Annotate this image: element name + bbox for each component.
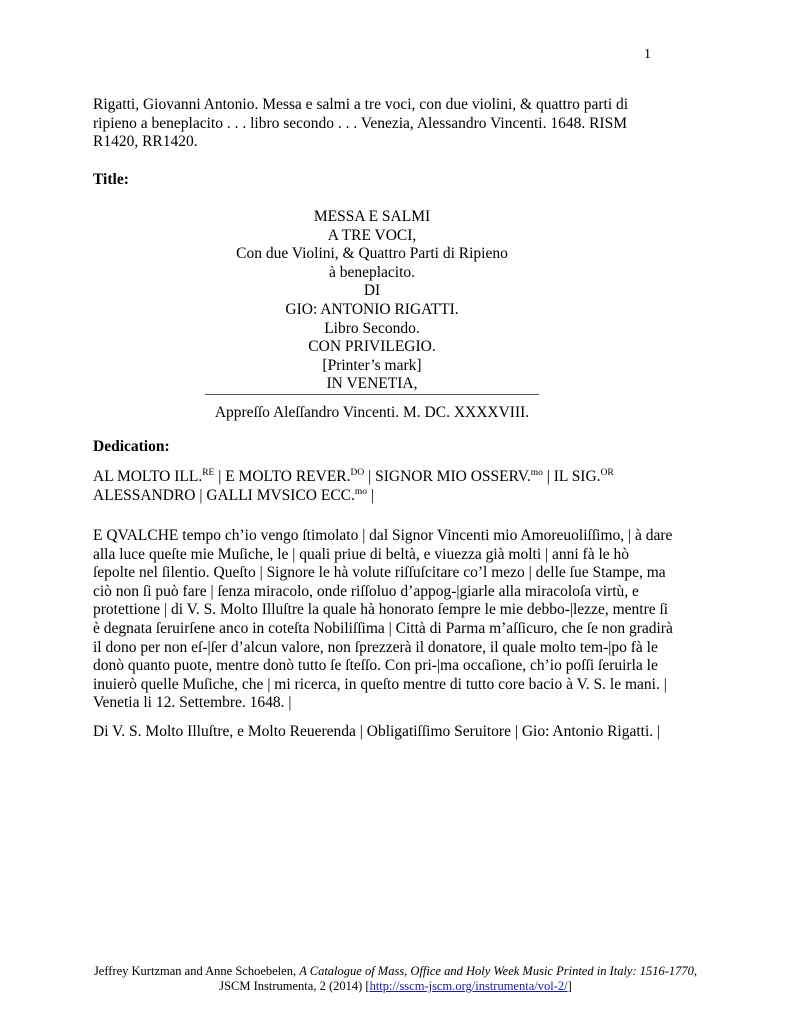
dedication-label: Dedication:	[93, 438, 170, 455]
title-line: à beneplacito.	[328, 263, 416, 281]
footer-work-title: A Catalogue of Mass, Office and Holy Week Music Printed in Italy: 1516-1770	[299, 964, 694, 978]
bibliographic-citation: Rigatti, Giovanni Antonio. Messa e salmi a tre voci, con due violini, & quattro parti di ripieno a beneplacito . . . libro secondo . . . Venezia, Alessandro Vincenti. 1648. RISM R1420, RR1420.	[93, 96, 629, 151]
heading-text: ALESSANDRO | GALLI MVSICO ECC.	[93, 486, 355, 504]
title-line: GIO: ANTONIO RIGATTI.	[285, 300, 459, 318]
dedication-heading	[93, 468, 673, 505]
title-line: [Printer’s mark]	[322, 356, 422, 374]
footer-close-bracket: ]	[567, 979, 572, 993]
heading-text: | E MOLTO REVER.	[214, 468, 351, 485]
heading-text: | SIGNOR MIO OSSERV.	[364, 468, 531, 485]
dedication-body: E QVALCHE tempo ch’io vengo ſtimolato | dal Signor Vincenti mio Amoreuoliſſimo, | à dare alla luce queſte mie Muſiche, le | quali priue di beltà, e viuezza già molti | anni fà le hò ſepolte nel ſilentio. Queſto | Signore le hà volute riſſuſcitare co’l mezo | delle ſue Stampe, ma ciò non ſi può fare | ſenza miracolo, onde riſſoluo d’appog-|giarle alla miracoloſa virtù, e protettione | di V. S. Molto Illuſtre la quale hà honorato ſempre le mie debbo-|lezze, mentre ſi è degnata ſeruirſene anco in coteſta Nobiliſſima | Città di Parma m’aſſicuro, che ſe non gradirà il dono per non eſ-|ſer d’alcun valore, non ſprezzerà il donatore, il quale molto tem-|po fà le donò quanto puote, mentre donò tutto ſe ſteſſo. Con pri-|ma occaſione, ch’io poſſi ſeruirla le inuierò quelle Muſiche, che | mi ricerca, in queſto mentre di tutto core bacio à V. S. le mani. | Venetia li 12. Settembre. 1648. |	[93, 527, 673, 712]
footer-authors: Jeffrey Kurtzman and Anne Schoebelen,	[93, 964, 300, 978]
heading-text: |	[367, 486, 375, 504]
title-line: A TRE VOCI,	[327, 226, 417, 244]
footer-series: , JSCM Instrumenta, 2 (2014) [	[219, 964, 698, 993]
title-line: MESSA E SALMI	[313, 208, 431, 225]
title-line: Con due Violini, & Quattro Parti di Ripieno	[236, 245, 508, 263]
dedication-signature: Di V. S. Molto Illuſtre, e Molto Reuerenda | Obligatiſſimo Seruitore | Gio: Antonio Rigatti. |	[93, 723, 661, 740]
title-line: IN VENETIA,	[326, 375, 418, 393]
page-number: 1	[644, 47, 651, 62]
horizontal-rule	[205, 394, 539, 395]
imprint-line: Appreſſo Aleſſandro Vincenti. M. DC. XXXXVIII.	[214, 404, 530, 421]
page-footer	[85, 964, 706, 994]
footer-link[interactable]: http://sscm-jscm.org/instrumenta/vol-2/	[369, 979, 568, 993]
superscript: mo	[354, 486, 368, 497]
title-label: Title:	[93, 171, 129, 188]
superscript: mo	[530, 468, 543, 478]
title-line: Libro Secondo.	[324, 319, 420, 337]
title-page-transcription	[200, 208, 544, 394]
heading-text: | IL SIG.	[542, 468, 601, 485]
heading-text: AL MOLTO ILL.	[93, 468, 203, 485]
title-line: DI	[363, 282, 381, 300]
superscript: RE	[202, 468, 215, 478]
title-line: CON PRIVILEGIO.	[308, 338, 436, 356]
superscript: DO	[350, 468, 365, 478]
superscript: OR	[600, 468, 614, 478]
